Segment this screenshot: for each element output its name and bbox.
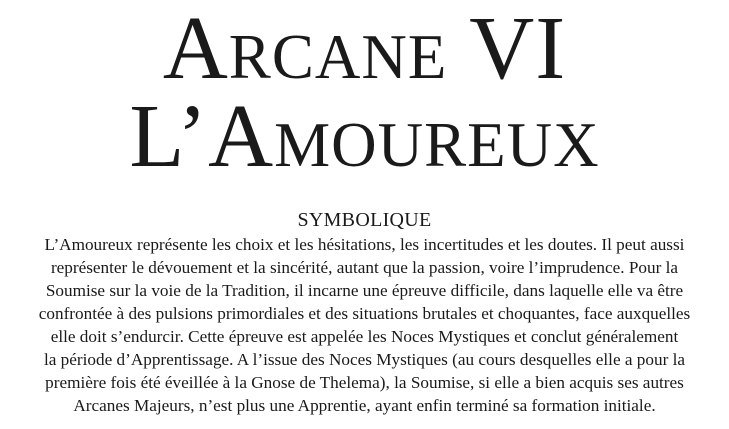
paragraph-line: elle doit s’endurcir. Cette épreuve est appelée les Noces Mystiques et conclut généralement bbox=[50, 327, 679, 346]
paragraph-line: représenter le dévouement et la sincérité, autant que la passion, voire l’imprudence. Pour la bbox=[50, 258, 679, 277]
chapter-title-line-2: L’Amoureux bbox=[129, 87, 600, 186]
section-heading: SYMBOLIQUE bbox=[297, 209, 432, 231]
paragraph-line: confrontée à des pulsions primordiales et des situations brutales et choquantes, face auxquelles bbox=[38, 304, 691, 323]
paragraph-line: Arcanes Majeurs, n’est plus une Apprentie, ayant enfin terminé sa formation initiale. bbox=[73, 396, 656, 415]
paragraph-line: L’Amoureux représente les choix et les hésitations, les incertitudes et les doutes. Il peut aussi bbox=[44, 235, 685, 254]
body-paragraph bbox=[8, 233, 721, 417]
paragraph-line: la période d’Apprentissage. A l’issue des Noces Mystiques (au cours desquelles elle a pour la bbox=[43, 350, 686, 369]
paragraph-line: première fois été éveillée à la Gnose de Thelema), la Soumise, si elle a bien acquis ses autres bbox=[45, 373, 684, 392]
paragraph-line: Soumise sur la voie de la Tradition, il incarne une épreuve difficile, dans laquelle elle va être bbox=[45, 281, 684, 300]
chapter-title-line-1: Arcane VI bbox=[162, 0, 567, 98]
